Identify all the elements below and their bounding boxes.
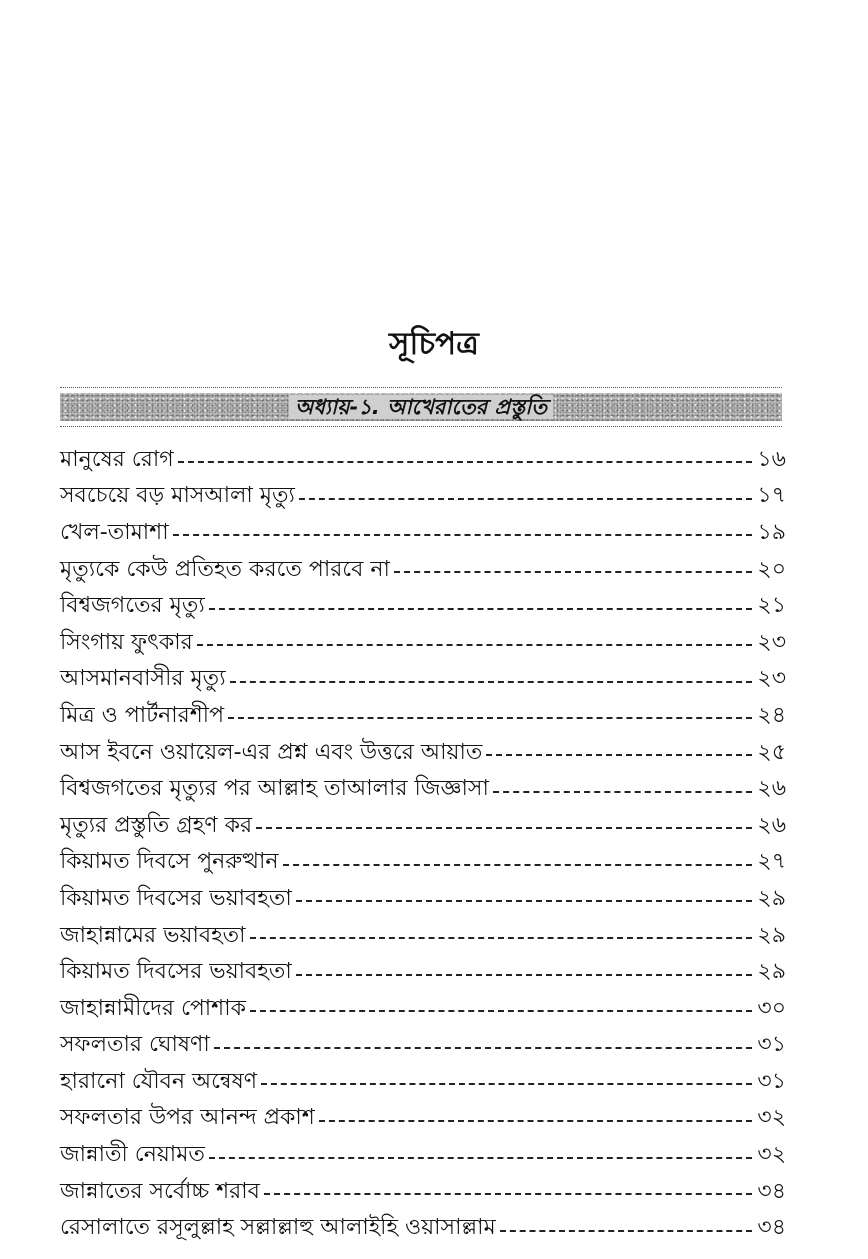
bottom-dotted-rule [60, 426, 782, 427]
chapter-heading-bar [60, 393, 782, 421]
toc-entry [60, 552, 786, 589]
toc-entry-title: মিত্র ও পার্টনারশীপ [60, 702, 225, 728]
toc-entry [60, 735, 786, 772]
toc-entry-title: সিংগায় ফুৎকার [60, 629, 193, 655]
dash-leader [500, 1230, 752, 1232]
toc-entry [60, 1028, 786, 1065]
toc-entry-page-number: ৩২ [757, 1142, 786, 1168]
dash-leader [197, 644, 752, 646]
toc-entry-title: কিয়ামত দিবসের ভয়াবহতা [60, 959, 292, 985]
toc-entry-title: বিশ্বজগতের মৃত্যুর পর আল্লাহ তাআলার জিজ্ঞাসা [60, 776, 489, 802]
dash-leader [228, 717, 752, 719]
page-title: সূচিপত্র [389, 326, 479, 362]
toc-entry-page-number: ২১ [757, 593, 786, 619]
toc-entry-page-number: ৩১ [757, 1032, 786, 1058]
toc-entry-page-number: ১৭ [757, 483, 786, 509]
dash-leader [214, 1047, 752, 1049]
toc-list [60, 442, 786, 1247]
toc-entry [60, 442, 786, 479]
top-dotted-rule [60, 387, 782, 388]
toc-entry-page-number: ৩১ [757, 1068, 786, 1094]
toc-entry-title: হারানো যৌবন অন্বেষণ [60, 1068, 258, 1094]
toc-entry [60, 1174, 786, 1211]
toc-entry [60, 515, 786, 552]
toc-entry-title: মৃত্যুকে কেউ প্রতিহত করতে পারবে না [60, 556, 390, 582]
toc-entry [60, 881, 786, 918]
dash-leader [296, 900, 752, 902]
toc-entry-title: সফলতার উপর আনন্দ প্রকাশ [60, 1105, 315, 1131]
dash-leader [256, 827, 752, 829]
dash-leader [319, 1120, 752, 1122]
dash-leader [486, 754, 752, 756]
chapter-heading [60, 393, 782, 421]
toc-entry [60, 771, 786, 808]
dash-leader [264, 1193, 752, 1195]
toc-entry-page-number: ২০ [757, 556, 786, 582]
toc-entry-title: আসমানবাসীর মৃত্যু [60, 666, 226, 692]
toc-entry-page-number: ২৭ [757, 849, 786, 875]
toc-entry-title: আস ইবনে ওয়ায়েল-এর প্রশ্ন এবং উত্তরে আয়াত [60, 739, 483, 765]
dash-leader [230, 681, 752, 683]
toc-entry-page-number: ২৬ [757, 812, 786, 838]
toc-entry-page-number: ৩৪ [757, 1178, 786, 1204]
toc-entry-title: জাহান্নামের ভয়াবহতা [60, 922, 246, 948]
chapter-heading-text: অধ্যায়-১. আখেরাতের প্রস্তুতি [289, 395, 553, 419]
toc-entry-title: কিয়ামত দিবসের ভয়াবহতা [60, 885, 292, 911]
toc-entry-title: সবচেয়ে বড় মাসআলা মৃত্যু [60, 483, 295, 509]
toc-entry-page-number: ২৩ [757, 629, 786, 655]
toc-entry-page-number: ১৬ [757, 446, 786, 472]
toc-entry-page-number: ২৯ [757, 922, 786, 948]
toc-entry-page-number: ১৯ [757, 519, 786, 545]
toc-entry [60, 1137, 786, 1174]
toc-entry [60, 625, 786, 662]
toc-entry [60, 1064, 786, 1101]
toc-entry-title: বিশ্বজগতের মৃত্যু [60, 593, 205, 619]
toc-entry-page-number: ৩৪ [757, 1215, 786, 1241]
toc-entry-page-number: ৩২ [757, 1105, 786, 1131]
dash-leader [250, 1010, 752, 1012]
toc-entry [60, 918, 786, 955]
toc-entry [60, 845, 786, 882]
toc-entry-page-number: ২৫ [757, 739, 786, 765]
dash-leader [296, 974, 752, 976]
toc-entry [60, 588, 786, 625]
dash-leader [178, 461, 752, 463]
toc-entry [60, 1101, 786, 1138]
toc-entry-title: মানুষের রোগ [60, 446, 174, 472]
toc-entry-title: সফলতার ঘোষণা [60, 1032, 210, 1058]
dash-leader [283, 864, 752, 866]
toc-entry [60, 698, 786, 735]
toc-entry-page-number: ২৪ [757, 702, 786, 728]
toc-entry-page-number: ৩০ [757, 995, 786, 1021]
toc-entry-title: জাহান্নামীদের পোশাক [60, 995, 246, 1021]
toc-entry-title: মৃত্যুর প্রস্তুতি গ্রহণ কর [60, 812, 253, 838]
toc-entry-title: কিয়ামত দিবসে পুনরুত্থান [60, 849, 279, 875]
toc-entry [60, 662, 786, 699]
dash-leader [493, 791, 752, 793]
toc-entry-page-number: ২৯ [757, 885, 786, 911]
toc-entry [60, 991, 786, 1028]
dash-leader [394, 571, 752, 573]
dash-leader [173, 534, 752, 536]
toc-entry [60, 954, 786, 991]
toc-entry-title: জান্নাতের সর্বোচ্চ শরাব [60, 1178, 260, 1204]
toc-entry-title: খেল-তামাশা [60, 519, 169, 545]
toc-entry [60, 1210, 786, 1247]
dash-leader [209, 1157, 752, 1159]
toc-entry-title: রেসালাতে রসূলুল্লাহ সল্লাল্লাহু আলাইহি ওয়াসাল্লাম [60, 1215, 496, 1241]
dash-leader [299, 498, 752, 500]
toc-entry-page-number: ২৯ [757, 959, 786, 985]
dash-leader [250, 937, 752, 939]
toc-entry [60, 479, 786, 516]
toc-entry-page-number: ২৩ [757, 666, 786, 692]
toc-entry-title: জান্নাতী নেয়ামত [60, 1142, 205, 1168]
toc-entry-page-number: ২৬ [757, 776, 786, 802]
dash-leader [261, 1083, 752, 1085]
dash-leader [209, 608, 752, 610]
toc-entry [60, 808, 786, 845]
